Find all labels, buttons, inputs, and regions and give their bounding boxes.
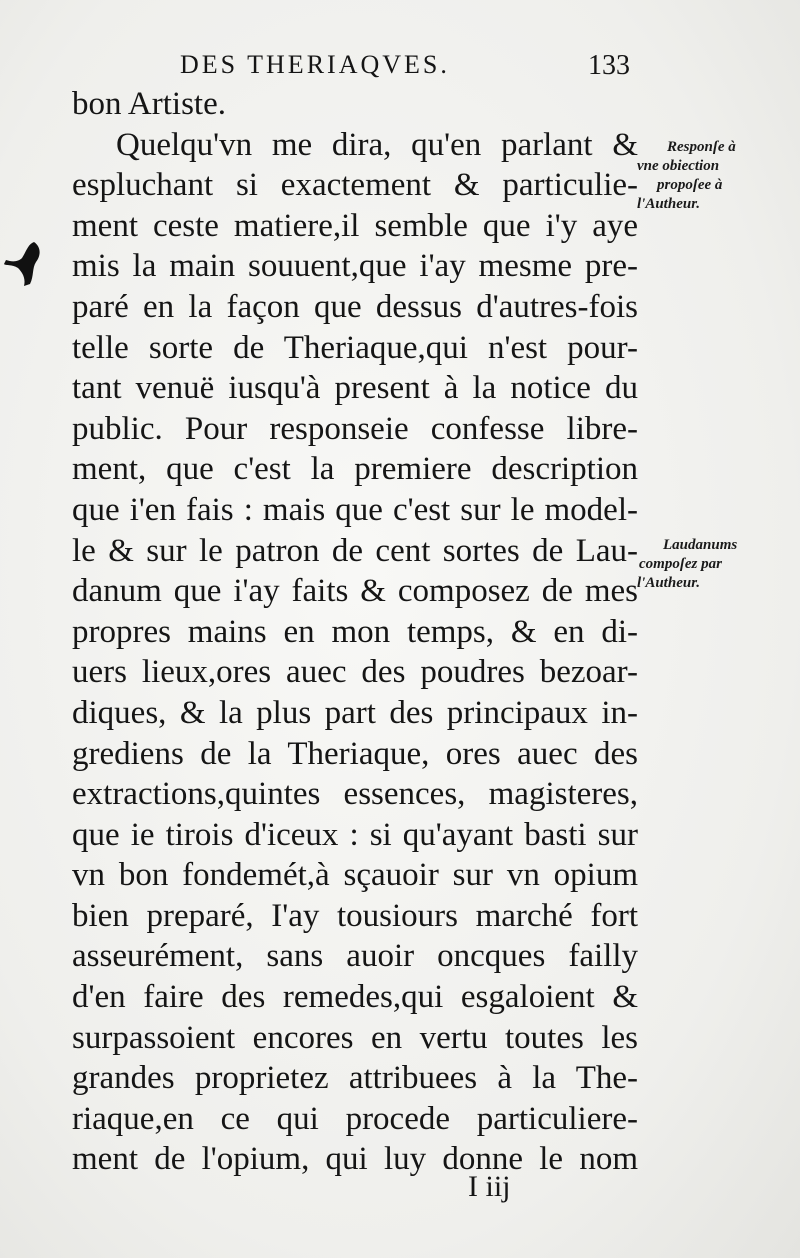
margin-note-line: propoſee à [657, 177, 723, 193]
page-number: 133 [588, 50, 630, 81]
margin-note-line: compoſez par [639, 556, 722, 572]
running-head [180, 50, 630, 82]
text-line: riaque,en ce qui procede particuliere- [72, 1100, 638, 1137]
text-line: vn bon fondemét,à sçauoir sur vn opium [72, 857, 638, 894]
text-line: grandes proprietez attribuees à la The- [72, 1060, 638, 1097]
margin-note-line: l'Autheur. [637, 575, 700, 591]
text-line: grediens de la Theriaque, ores auec des [72, 735, 638, 772]
ink-blot-mark [4, 240, 44, 288]
text-line: tant venuë iusqu'à present à la notice du [72, 370, 638, 407]
text-line: telle sorte de Theriaque,qui n'est pour- [72, 329, 638, 366]
margin-note-line: vne obiection [637, 158, 720, 174]
text-line: d'en faire des remedes,qui esgaloient & [72, 979, 638, 1016]
text-line: bien preparé, I'ay tousiours marché fort [72, 897, 638, 934]
running-head-title: DES THERIAQVES. [180, 50, 450, 79]
text-line: danum que i'ay faits & composez de mes [72, 573, 638, 610]
text-line: extractions,quintes essences, magisteres, [72, 776, 638, 813]
text-line: uers lieux,ores auec des poudres bezoar- [72, 654, 638, 691]
text-line: ment, que c'est la premiere description [72, 451, 638, 488]
text-line: que ie tirois d'iceux : si qu'ayant basti sur [72, 816, 638, 853]
text-line: public. Pour responseie confesse libre- [72, 410, 638, 447]
text-line: mis la main souuent,que i'ay mesme pre- [72, 248, 638, 285]
text-line: espluchant si exactement & particulie- [72, 167, 638, 204]
text-line: diques, & la plus part des principaux in- [72, 694, 638, 731]
margin-note-laudanums [637, 536, 787, 593]
body-text [72, 84, 638, 1180]
text-line: ment de l'opium, qui luy donne le nom [72, 1141, 638, 1178]
text-line: propres mains en mon temps, & en di- [72, 613, 638, 650]
margin-note-line: Responſe à [667, 139, 736, 155]
text-line: paré en la façon que dessus d'autres-fois [72, 288, 638, 325]
text-line: le & sur le patron de cent sortes de Lau- [72, 532, 638, 569]
text-line: que i'en fais : mais que c'est sur le model- [72, 491, 638, 528]
text-line: Quelqu'vn me dira, qu'en parlant & [116, 126, 638, 163]
signature-mark: I iij [468, 1170, 511, 1203]
text-line: surpassoient encores en vertu toutes les [72, 1019, 638, 1056]
margin-note-line: Laudanums [663, 537, 738, 553]
text-line: asseurément, sans auoir oncques failly [72, 938, 638, 975]
margin-note-line: l'Autheur. [637, 196, 700, 212]
margin-note-response [637, 138, 787, 214]
text-line: bon Artiste. [72, 86, 226, 122]
text-line: ment ceste matiere,il semble que i'y aye [72, 207, 638, 244]
